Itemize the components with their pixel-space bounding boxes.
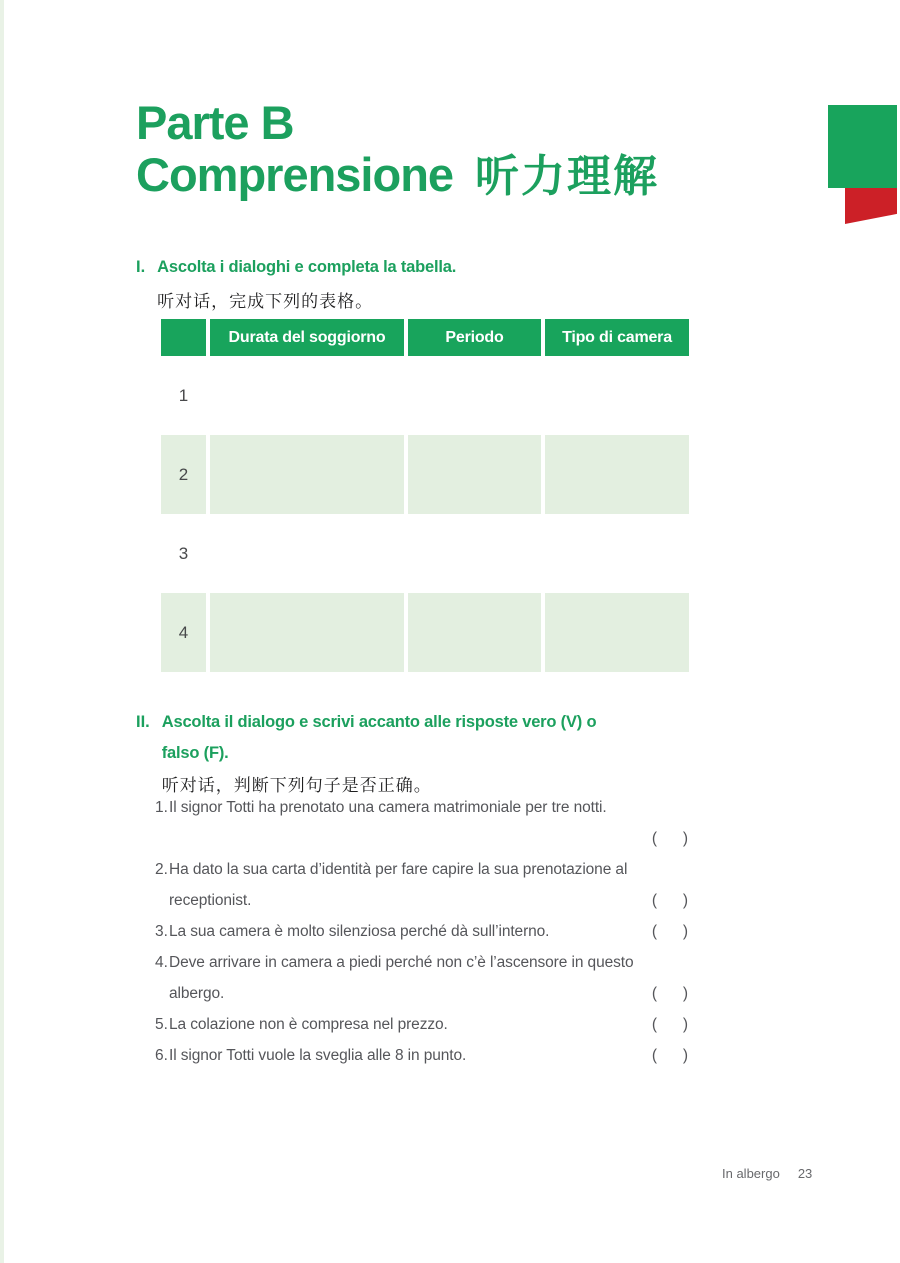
- answer-bracket: ( ): [651, 1016, 688, 1033]
- answer-bracket: ( ): [651, 830, 688, 847]
- list-item: [155, 854, 688, 916]
- list-item-body: [169, 947, 688, 1009]
- table-header-cell: Durata del soggiorno: [210, 319, 404, 356]
- table-row-number: 4: [161, 593, 206, 672]
- list-item-text: receptionist.: [169, 892, 252, 909]
- list-item-text: Ha dato la sua carta d’identità per fare capire la sua prenotazione al: [169, 861, 628, 878]
- table-header-row: [161, 319, 689, 356]
- list-item-number: 3.: [155, 923, 168, 940]
- decor-red-ribbon: [845, 188, 897, 224]
- list-item: [155, 947, 688, 1009]
- footer-chapter: In albergo: [722, 1166, 780, 1181]
- list-item-text: Il signor Totti vuole la sveglia alle 8 in punto.: [169, 1047, 467, 1064]
- answer-bracket: ( ): [651, 923, 688, 940]
- answer-bracket: ( ): [651, 1047, 688, 1064]
- title-line1: Parte B: [136, 96, 294, 149]
- list-item-number: 5.: [155, 1016, 168, 1033]
- section-1-marker: I.: [136, 258, 146, 276]
- list-item: [155, 792, 688, 854]
- title-line2: [136, 149, 659, 203]
- table-header-cell: [161, 319, 206, 356]
- table-row: [161, 435, 689, 514]
- table-answer-cell: [545, 514, 689, 593]
- section-2-heading-line1: Ascolta il dialogo e scrivi accanto alle risposte vero (V) o: [161, 713, 597, 731]
- table-row: [161, 514, 689, 593]
- table-answer-cell: [210, 514, 404, 593]
- list-item-number: 4.: [155, 954, 168, 971]
- section-1: [136, 256, 456, 312]
- table-row-number: 3: [178, 543, 189, 563]
- decor-green-square: [828, 105, 897, 188]
- list-item-body: [169, 792, 688, 854]
- table-row: [161, 593, 689, 672]
- footer-page-number: 23: [797, 1166, 813, 1181]
- list-item-number: 6.: [155, 1047, 168, 1064]
- list-item-number: 1.: [155, 799, 168, 816]
- list-item: [155, 1009, 688, 1040]
- table-answer-cell: [210, 435, 404, 514]
- answer-bracket: ( ): [651, 892, 688, 909]
- list-item-text: La colazione non è compresa nel prezzo.: [169, 1016, 448, 1033]
- true-false-list: [155, 792, 688, 1071]
- list-item-text: Deve arrivare in camera a piedi perché non c’è l’ascensore in questo: [169, 954, 634, 971]
- list-item-text: Il signor Totti ha prenotato una camera matrimoniale per tre notti.: [169, 799, 607, 816]
- table-answer-cell: [545, 356, 689, 435]
- list-item-body: [169, 854, 688, 916]
- section-2-marker: II.: [136, 713, 150, 731]
- table-answer-cell: [408, 514, 541, 593]
- list-item-body: [169, 1040, 688, 1071]
- section-2-heading-line2: falso (F).: [161, 744, 229, 762]
- page-title: [136, 97, 659, 203]
- list-item-number: 2.: [155, 861, 168, 878]
- table-header-cell: Periodo: [408, 319, 541, 356]
- table-answer-cell: [210, 593, 404, 672]
- table-header-cell: Tipo di camera: [545, 319, 689, 356]
- table-answer-cell: [545, 593, 689, 672]
- title-line2-latin: Comprensione: [136, 148, 454, 201]
- section-1-heading-cjk: 听对话，完成下列的表格。: [157, 292, 374, 311]
- list-item-text: La sua camera è molto silenziosa perché dà sull’interno.: [169, 923, 550, 940]
- section-2: [136, 707, 596, 796]
- section-2-heading-cjk: 听对话，判断下列句子是否正确。: [161, 776, 432, 795]
- list-item-body: [169, 1009, 688, 1040]
- table-answer-cell: [210, 356, 404, 435]
- table-answer-cell: [408, 356, 541, 435]
- section-1-body: [157, 256, 456, 312]
- section-2-body: [162, 707, 597, 796]
- table-row-number: 2: [161, 435, 206, 514]
- table-answer-cell: [408, 435, 541, 514]
- page-footer: [722, 1166, 812, 1181]
- list-item-text: albergo.: [169, 985, 225, 1002]
- listening-table: [161, 319, 689, 672]
- list-item: [155, 916, 688, 947]
- section-1-heading: Ascolta i dialoghi e completa la tabella.: [157, 258, 457, 276]
- page-edge-strip: [0, 0, 4, 1263]
- table-row-number: 1: [178, 385, 189, 405]
- table-answer-cell: [545, 435, 689, 514]
- title-line2-cjk: 听力理解: [475, 152, 660, 201]
- list-item-body: [169, 916, 688, 947]
- table-answer-cell: [408, 593, 541, 672]
- list-item: [155, 1040, 688, 1071]
- answer-bracket: ( ): [651, 985, 688, 1002]
- table-body: [161, 356, 689, 672]
- table-row: [161, 356, 689, 435]
